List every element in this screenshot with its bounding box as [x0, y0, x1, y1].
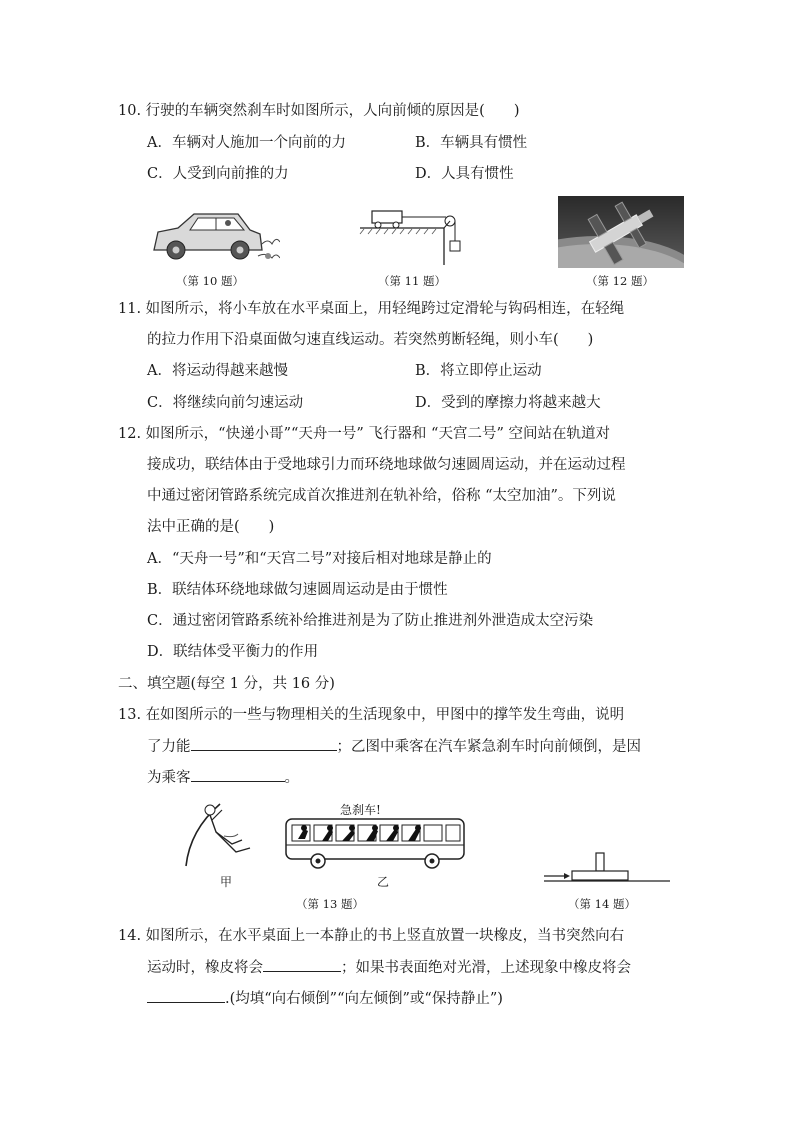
fig10-caption: （第 10 题）	[176, 274, 244, 288]
fig11-caption: （第 11 题）	[378, 274, 446, 288]
q11-option-c: C．将继续向前匀速运动	[147, 395, 304, 411]
q11-line1: 11. 如图所示，将小车放在水平桌面上，用轻绳跨过定滑轮与钩码相连，在轻绳	[118, 301, 625, 317]
q13-blank-2[interactable]	[191, 767, 285, 782]
q12-line1: 12. 如图所示，“快递小哥”“天舟一号” 飞行器和 “天宫二号” 空间站在轨道对	[118, 426, 610, 442]
q12-option-d: D．联结体受平衡力的作用	[147, 644, 319, 660]
q12-line4: 法中正确的是( )	[147, 519, 275, 535]
q10-option-a: A．车辆对人施加一个向前的力	[147, 135, 346, 151]
q10-stem: 10. 行驶的车辆突然刹车时如图所示，人向前倾的原因是( )	[118, 103, 520, 119]
q10-option-b: B．车辆具有惯性	[415, 135, 528, 151]
braking-car-figure	[150, 210, 280, 268]
q11-option-b: B．将立即停止运动	[415, 363, 542, 379]
q14-line1: 14. 如图所示，在水平桌面上一本静止的书上竖直放置一块橡皮，当书突然向右	[118, 928, 625, 944]
q14-blank-2[interactable]	[147, 988, 225, 1003]
q13-blank-1[interactable]	[191, 736, 337, 751]
q12-line2: 接成功，联结体由于受地球引力而环绕地球做匀速圆周运动，并在运动过程	[147, 457, 626, 473]
bus-figure	[282, 815, 468, 871]
fig12-caption: （第 12 题）	[586, 274, 654, 288]
eraser-on-book-figure	[542, 845, 672, 885]
q11-option-a: A．将运动得越来越慢	[147, 363, 288, 379]
q13-line3: 为乘客 。	[147, 767, 299, 788]
q12-option-c: C．通过密闭管路系统补给推进剂是为了防止推进剂外泄造成太空污染	[147, 613, 594, 629]
q14-blank-1[interactable]	[263, 957, 341, 972]
space-station-photo	[558, 196, 684, 268]
q14-line2: 运动时，橡皮将会 ；如果书表面绝对光滑，上述现象中橡皮将会	[147, 957, 631, 978]
q12-line3: 中通过密闭管路系统完成首次推进剂在轨补给，俗称 “太空加油”。下列说	[147, 488, 616, 504]
q13-line1: 13. 在如图所示的一些与物理相关的生活现象中，甲图中的撑竿发生弯曲，说明	[118, 707, 625, 723]
label-jia: 甲	[220, 875, 233, 889]
q11-option-d: D．受到的摩擦力将越来越大	[415, 395, 601, 411]
cart-pulley-figure	[358, 205, 470, 267]
q10-option-c: C．人受到向前推的力	[147, 166, 289, 182]
q14-line3: .(均填“向右倾倒”“向左倾倒”或“保持静止”)	[147, 988, 503, 1009]
q12-option-b: B．联结体环绕地球做匀速圆周运动是由于惯性	[147, 582, 448, 598]
fig14-caption: （第 14 题）	[568, 897, 636, 911]
pole-vaulter-figure	[180, 800, 260, 870]
q10-option-d: D．人具有惯性	[415, 166, 514, 182]
bus-label: 急刹车!	[340, 803, 381, 817]
q11-line2: 的拉力作用下沿桌面做匀速直线运动。若突然剪断轻绳，则小车( )	[147, 332, 594, 348]
fig13-caption: （第 13 题）	[296, 897, 364, 911]
q12-option-a: A．“天舟一号”和“天宫二号”对接后相对地球是静止的	[147, 551, 492, 567]
section-heading: 二、填空题(每空 1 分，共 16 分)	[118, 676, 335, 692]
q13-line2: 了力能 ；乙图中乘客在汽车紧急刹车时向前倾倒，是因	[147, 736, 641, 757]
label-yi: 乙	[377, 875, 390, 889]
